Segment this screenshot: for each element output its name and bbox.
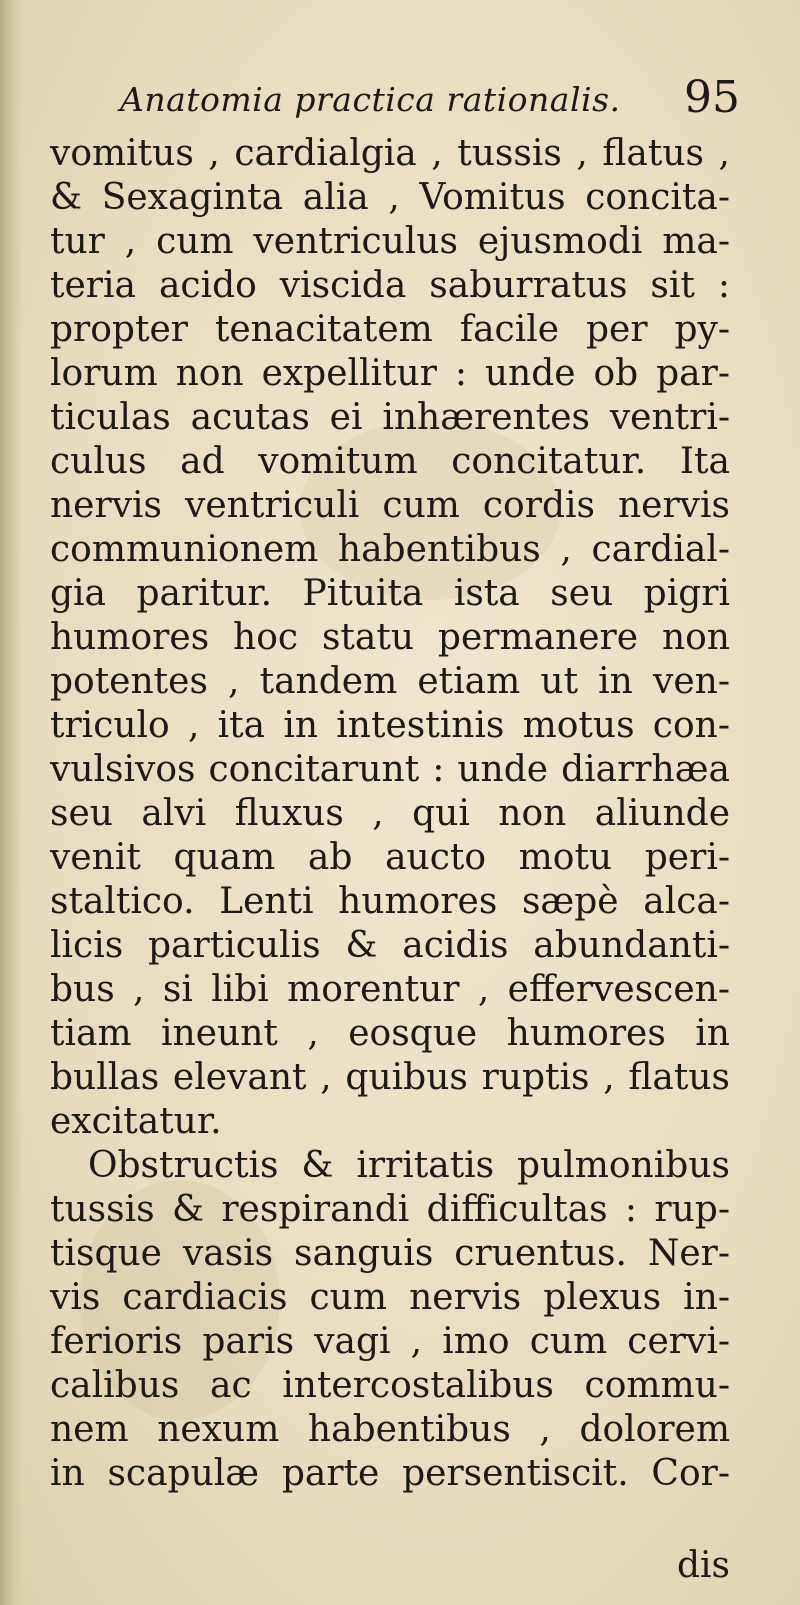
text-line: venit quam ab aucto motu peri- (50, 837, 730, 878)
text-line: humores hoc statu permanere non (50, 617, 730, 658)
text-line: culus ad vomitum concitatur. Ita (50, 441, 730, 482)
text-line: nem nexum habentibus , dolorem (50, 1409, 730, 1450)
body-text (50, 132, 730, 1496)
text-line: bus , si libi morentur , effervescen- (50, 969, 730, 1010)
text-line: vulsivos concitarunt : unde diarrhæa (50, 749, 730, 790)
text-line: & Sexaginta alia , Vomitus concita- (50, 177, 730, 218)
text-line: nervis ventriculi cum cordis nervis (50, 485, 730, 526)
text-line: excitatur. (50, 1101, 222, 1142)
text-line: seu alvi fluxus , qui non aliunde (50, 793, 730, 834)
text-line: Obstructis & irritatis pulmonibus (88, 1145, 730, 1186)
text-line: in scapulæ parte persentiscit. Cor- (50, 1453, 730, 1494)
text-line: potentes , tandem etiam ut in ven- (50, 661, 730, 702)
text-line: ferioris paris vagi , imo cum cervi- (50, 1321, 730, 1362)
paragraph-1 (50, 132, 730, 1144)
text-line: tur , cum ventriculus ejusmodi ma- (50, 221, 730, 262)
text-line: vis cardiacis cum nervis plexus in- (50, 1277, 730, 1318)
text-line: staltico. Lenti humores sæpè alca- (50, 881, 730, 922)
page-header (120, 72, 740, 132)
text-line: tiam ineunt , eosque humores in (50, 1013, 730, 1054)
text-line: triculo , ita in intestinis motus con- (50, 705, 730, 746)
text-line: lorum non expellitur : unde ob par- (50, 353, 730, 394)
page-number: 95 (684, 72, 740, 123)
text-line: bullas elevant , quibus ruptis , flatus (50, 1057, 730, 1098)
text-line: teria acido viscida saburratus sit : (50, 265, 730, 306)
catchword: dis (676, 1545, 730, 1586)
text-line: propter tenacitatem facile per py- (50, 309, 730, 350)
text-line: tisque vasis sanguis cruentus. Ner- (50, 1233, 730, 1274)
paragraph-2 (50, 1144, 730, 1496)
text-line: gia paritur. Pituita ista seu pigri (50, 573, 730, 614)
text-line: ticulas acutas ei inhærentes ventri- (50, 397, 730, 438)
text-line: vomitus , cardialgia , tussis , flatus , (50, 133, 730, 174)
text-line: tussis & respirandi difficultas : rup- (50, 1189, 730, 1230)
running-title: Anatomia practica rationalis. (120, 80, 621, 119)
text-line: licis particulis & acidis abundanti- (50, 925, 730, 966)
text-line: calibus ac intercostalibus commu- (50, 1365, 730, 1406)
text-line: communionem habentibus , cardial- (50, 529, 730, 570)
page-gutter (0, 0, 22, 1605)
